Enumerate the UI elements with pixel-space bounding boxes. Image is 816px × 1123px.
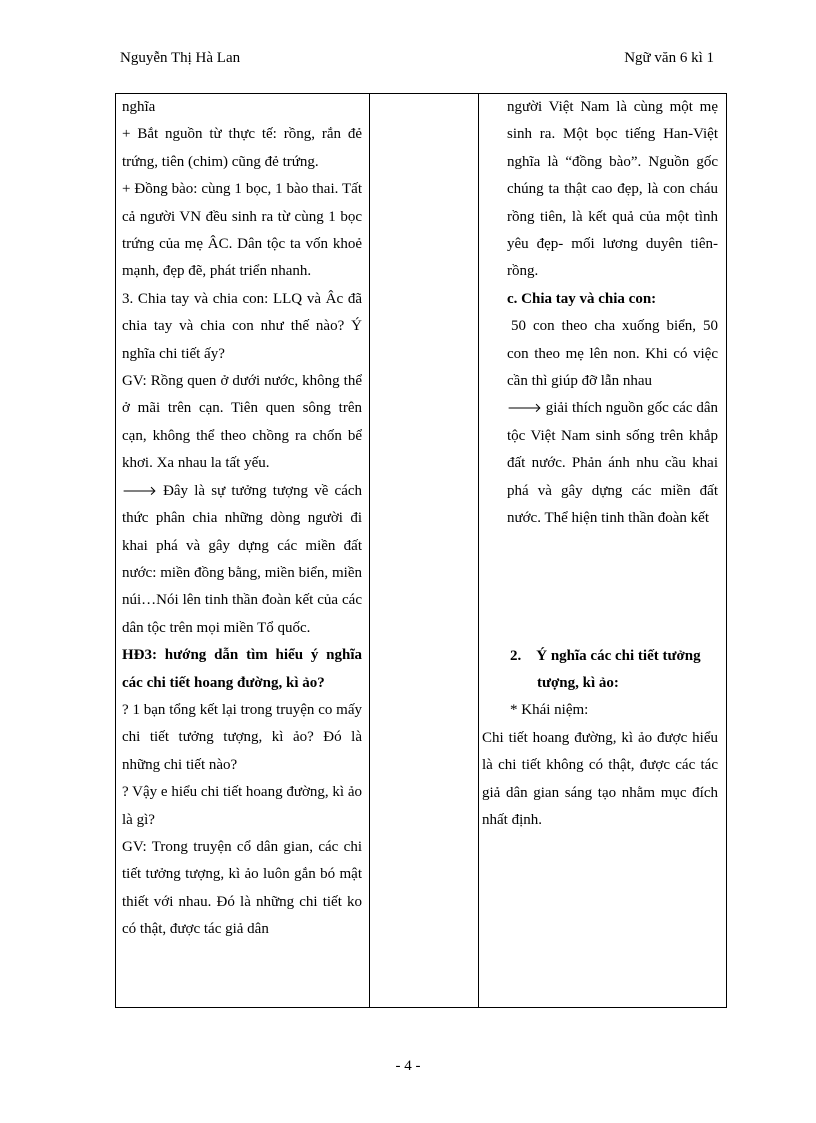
paragraph: nghĩa <box>122 99 156 115</box>
section-title: Ý nghĩa các chi tiết tưởng <box>536 647 701 664</box>
paragraph-with-arrow <box>122 478 362 642</box>
arrow-right-icon: 🡒 <box>122 483 157 499</box>
spacer <box>482 533 718 643</box>
paragraph: GV: Rồng quen ở dưới nước, không thể ở mãi trên cạn. Tiên quen sông trên cạn, không thể theo chồng ra chốn bể khơi. Xa nhau la tất yếu. <box>122 373 362 472</box>
paragraph: + Đồng bào: cùng 1 bọc, 1 bào thai. Tất cả người VN đều sinh ra từ cùng 1 bọc trứng của mẹ ÂC. Dân tộc ta vốn khoẻ mạnh, đẹp đẽ, phát triển nhanh. <box>122 181 362 280</box>
page-number: - 4 - <box>395 1058 421 1074</box>
lesson-table <box>115 93 727 1008</box>
column-divider-2 <box>478 94 479 1007</box>
paragraph: 50 con theo cha xuống biển, 50 con theo mẹ lên non. Khi có việc cần thì giúp đỡ lẫn nhau <box>507 318 718 390</box>
section-heading-2-cont: tượng, kì ảo: <box>537 674 619 691</box>
concept-label: * Khái niệm: <box>510 702 589 719</box>
section-number: 2. <box>510 647 522 664</box>
concept-definition: Chi tiết hoang đường, kì ảo được hiểu là chi tiết không có thật, được các tác giả dân gian sáng tạo nhằm mục đích nhất định. <box>482 729 718 828</box>
content-column <box>482 94 718 834</box>
section-heading-2 <box>482 643 718 670</box>
subject-title: Ngữ văn 6 kì 1 <box>624 50 714 66</box>
paragraph-text: giải thích nguồn gốc các dân tộc Việt Nam sinh sống trên khắp đất nước. Phản ánh nhu cầu khai phá và gây dựng các miền đất nước. Thể hiện tinh thần đoàn kết <box>507 400 718 527</box>
author-name: Nguyễn Thị Hà Lan <box>120 50 241 66</box>
teacher-activity-column <box>122 94 362 944</box>
activity-heading: HĐ3: hướng dẫn tìm hiểu ý nghĩa các chi tiết hoang đường, kì ảo? <box>122 647 362 691</box>
paragraph: + Bắt nguồn từ thực tế: rồng, rắn đẻ trứng, tiên (chim) cũng đẻ trứng. <box>122 126 362 170</box>
section-heading-c: c. Chia tay và chia con: <box>507 290 657 307</box>
paragraph: 3. Chia tay và chia con: LLQ và Âc đã chia tay và chia con như thế nào? Ý nghĩa chi tiết ấy? <box>122 290 362 362</box>
paragraph: ? Vậy e hiểu chi tiết hoang đường, kì ảo là gì? <box>122 784 362 828</box>
paragraph: ? 1 bạn tổng kết lại trong truyện co mấy chi tiết tưởng tượng, kì ảo? Đó là những chi tiết nào? <box>122 701 362 773</box>
paragraph-text: Đây là sự tưởng tượng về cách thức phân chia những dòng người đi khai phá và gây dựng các miền đất nước: miền đồng bằng, miền biển, miền núi…Nói lên tinh thần đoàn kết của các dân tộc trên mọi miền Tổ quốc. <box>122 482 363 636</box>
paragraph: người Việt Nam là cùng một mẹ sinh ra. Một bọc tiếng Han-Việt nghĩa là “đồng bào”. Nguồn gốc chúng ta thật cao đẹp, là con cháu rồng tiên, là kết quả của một tình yêu đẹp- mối lương duyên tiên-rồng. <box>507 99 718 280</box>
paragraph-with-arrow <box>482 395 718 532</box>
arrow-right-icon: 🡒 <box>507 401 542 417</box>
page-header <box>120 50 714 70</box>
paragraph: GV: Trong truyện cổ dân gian, các chi tiết tưởng tượng, kì ảo luôn gắn bó mật thiết với nhau. Đó là những chi tiết ko có thật, được tác giả dân <box>122 838 362 938</box>
column-divider-1 <box>369 94 370 1007</box>
